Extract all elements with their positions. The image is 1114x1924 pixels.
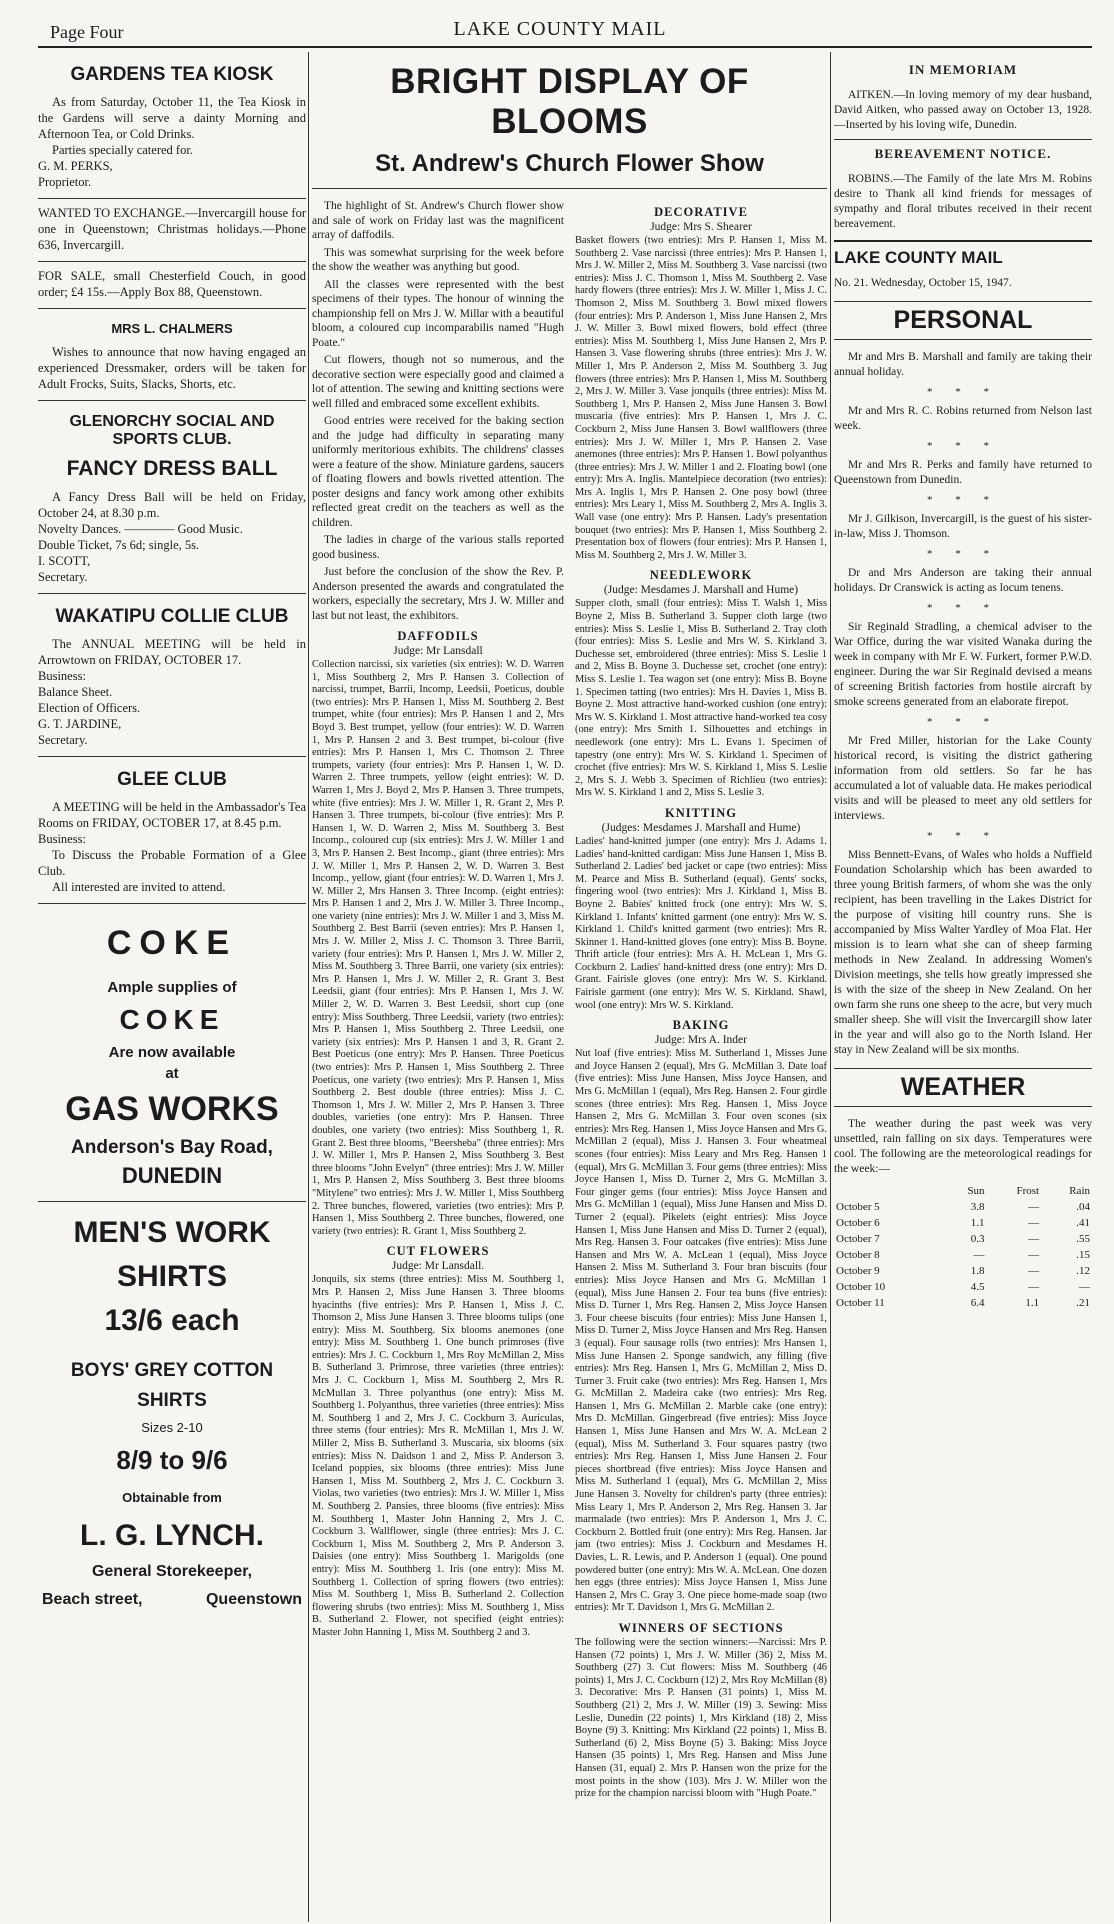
coke-ad: [38, 904, 306, 1202]
weather-cell: October 9: [836, 1265, 880, 1277]
ad-note: Parties specially catered for.: [52, 143, 193, 157]
ad-line: COKE: [119, 1004, 225, 1035]
ad-subtitle: FANCY DRESS BALL: [66, 457, 278, 480]
ad-title: GARDENS TEA KIOSK: [70, 64, 274, 85]
header-rule: [38, 46, 1092, 48]
ad-body: A MEETING will be held in the Ambassador's Tea Rooms on FRIDAY, OCTOBER 17, at 8.45 p.m.: [38, 800, 306, 830]
ad-title: GLEE CLUB: [117, 769, 227, 790]
ad-line: Balance Sheet.: [38, 685, 113, 699]
ad-town: Queenstown: [205, 1591, 302, 1608]
weather-cell: October 11: [836, 1297, 885, 1309]
for-sale-ad: [38, 262, 306, 309]
ad-body: WANTED TO EXCHANGE.—Invercargill house for one in Queenstown; Christmas holidays.—Phone 636, Invercargill.: [38, 206, 306, 252]
judge-line: Judge: Mrs A. Inder: [655, 1034, 747, 1047]
weather-cell: 1.8: [970, 1265, 985, 1277]
masthead: LAKE COUNTY MAIL: [453, 18, 667, 40]
personal-item: Sir Reginald Stradling, a chemical adviser to the War Office, during the war visited Wanaka during the week in company with Mr F. W. Furkert, former P.W.D. engineer. During the war Sir Reginald devised a means of screening British factories from hostile aircraft by smoke screens generated from an elaborate firepot.: [834, 621, 1092, 708]
judge-line: Judge: Mrs S. Shearer: [650, 221, 752, 233]
column-divider: [308, 52, 309, 1922]
article-intro: [312, 199, 564, 623]
intro-paragraph: The highlight of St. Andrew's Church flower show and sale of work on Friday last was the magnificent array of daffodils.: [312, 200, 564, 241]
weather-cell: —: [1079, 1281, 1090, 1293]
section-heading: BAKING: [672, 1018, 730, 1033]
weather-cell: 1.1: [970, 1217, 985, 1229]
flower-show-article: [312, 52, 827, 1922]
ad-line: SHIRTS: [116, 1260, 227, 1293]
headline: BRIGHT DISPLAY OF BLOOMS: [390, 62, 749, 141]
results-text: Collection narcissi, six varieties (six entries): W. D. Warren 1, Miss Southberg 2, Mrs P. Hansen 3. Collection of narcissi, trumpet, Barrii, Incomp, Leedsii, Poeticus, double (two entries): Mrs P. Hansen 1, Miss M. Southberg 2. Best trumpet, white (four entries): Mrs P. Hansen 1 and 2, Mrs Boyd 3. Best trumpet, yellow (four entries): W. D. Warren 1, Mrs P. Hansen 2 and 3. Best trumpet, bi-colour (five entries): Mrs P. Hansen 1, Mrs C. Thomson 2. Three trumpets, variety (four entries): Mrs P. Hansen 1, W. D. Warren 2. Three trumpets, yellow (eight entries): W. D. Warren 1, Mrs J. Boyd 2, Mrs P. Hansen 3. Three trumpets, white (five entries): Mrs J. W. Miller 1, R. Grant 2, Mrs P. Hansen 3. Three trumpets, bi-colour (five entries): Mrs P. Hansen 1, W. D. Warren 2, Miss M. Southberg 3. Best Incomp., coloured cup (six entries): Mrs J. W. Miller 1 and 3, Mrs P. Hansen 2. Best Incomp., giant (three entries): Mrs J. W. Miller 1, Mrs P. Hansen 2, W. D. Warren 3. Best Incomp., yellow, giant (four entries): W. D. Warren 1, Mrs J. W. Miller 2, Mrs Hansen 3. Three Incomp. (eight entries): Mrs P. Hansen 1 and 2, Mrs J. W. Miller 3. Three Incomp., one variety (nine entries): Mrs J. W. Miller 1 and 3, Miss M. Southberg 2. Best Barrii (seven entries): Mrs P. Hansen 1, Mrs J. W. Miller 2, Miss J. C. Thomson 3. Three Barrii, variety (four entries): Mrs P. Hansen 1, Mrs J. W. Miller 2, Miss M. Southberg 3. Three Barrii, one variety (six entries): Mrs P. Hansen 1, Mrs J. W. Miller 2, R. Grant 3. Best Leedsii, giant (four entries): Mrs P. Hansen 1, Mrs J. W. Miller 2, W. D. Warren 3. Best Leedsii, short cup (one entry): Miss Southberg. Three Leedsii, variety (two entries): Mrs P. Hansen 1, Miss Southberg 2. Three Leedsii, one variety (six entries): Mrs P. Hansen 1 and 3, R. Grant 2. Best Poeticus (one entry): Mrs P. Hansen. Three Poeticus (two entries): Mrs P. Hansen 1, Miss Southberg 2. Three Poeticus, one variety (two entries): Mrs P. Hansen 1, Miss Southberg 2. Best double (three entries): Miss J. C. Thomson 1, Mrs J. W. Miller 2, Mrs P. Hansen 3. Three doubles, varieties (one entry): Mrs P. Hansen. Three doubles, one variety (two entries): Miss Southberg 1, R. Grant 2. Best three blooms, "Beersheba" (three entries): Mrs J. W. Miller 1, Mrs P. Hansen 2, Miss Southberg 3. Best three blooms "John Evelyn" (three entries): Mrs J. W. Miller 1, Mrs P. Hansen 2, Miss Southberg 3. Best three blooms "Mitylene" two entries): Mrs J. W. Miller 1, Miss Southberg 2. Three bunches, flowered, varieties (two entries): Mrs P. Hansen 1, Miss Southberg 2. Three bunches, flowered, one variety (two entries): R. Grant 1, Miss Southberg 2.: [312, 659, 564, 1237]
judge-line: Judge: Mr Lansdall: [393, 645, 483, 657]
stars-divider: * * *: [927, 716, 999, 728]
results-text: Jonquils, six stems (three entries): Miss M. Southberg 1, Mrs P. Hansen 2, Miss June Hansen 3. Three blooms hyacinths (five entries): Mrs P. Hansen 1, Miss J. C. Thomson 2, Miss June Hansen 3. Three blooms tulips (one entry): Miss M. Southberg. Six blooms anemones (one entry): Miss M. Southberg 1. One bunch primroses (five entries): Mrs J. C. Cockburn 1, Mrs Roy McMillan 2, Miss B. Sutherland 3. Primrose, three varieties (three entries): Mrs J. C. Cockburn 1, Miss M. Southberg 2, Mrs R. McMullan 3. Three polyanthus (one entry): Miss M. Southberg 1. Polyanthus, three varieties (three entries): Miss M. Southberg 1 and 2, Mrs J. C. Cockburn 3. Auriculas, three stems (four entries): Mrs R. McMillan 1, Mrs J. W. Miller 2, Miss B. Sutherland 3. Muscaria, six blooms (six entries): Miss N. Daidson 1 and 2, Miss P. Anderson 3. Iceland poppies, six blooms (three entries): Miss June Hansen 1, Miss M. Southberg 2, Mrs J. C. Cockburn 3. Violas, two varieties (two entries): Mrs J. W. Miller 1, Miss M. Southberg 2. Pansies, three blooms (five entries): Miss M. Southberg 1, Master John Hanning 2, Mrs J. C. Cockburn 3. Wallflower, single (three entries): Mrs J. C. Cockburn 1, Miss M. Southberg 2, Mrs P. Anderson 3. Daisies (one entry): Miss Southberg 1. Marigolds (one entry): Miss M. Southberg 1. Iris (one entry): Miss M. Southberg 1. Collection of spring flowers (two entries): Miss M. Southberg 1, Miss B. Sutherland 2. Collection flowering shrubs (two entries): Miss M. Southberg 1, Miss B. Sutherland 2. Flower, not specified (eight entries): Master John Hanning 1, Miss M. Southberg 2 and 3.: [312, 1274, 564, 1638]
weather-row: [834, 1295, 1092, 1311]
ad-line: Are now available: [108, 1044, 236, 1061]
ad-body: The ANNUAL MEETING will be held in Arrowtown on FRIDAY, OCTOBER 17.: [38, 637, 306, 667]
weather-row: [834, 1215, 1092, 1231]
issue-line: No. 21. Wednesday, October 15, 1947.: [834, 277, 1012, 289]
intro-paragraph: Good entries were received for the baking section and the judge had difficulty in separating many uniformly meritorious exhibits. The childrens' classes were a feature of the show. Miniature gardens, saucers of floating flowers and bowls rivetted attention. The poster designs and fancy work among other exhibits reflected great credit on the teachers as well as the children.: [312, 415, 564, 529]
glenorchy-ad: [38, 401, 306, 594]
judge-line: (Judges: Mesdames J. Marshall and Hume): [601, 821, 801, 834]
intro-paragraph: This was somewhat surprising for the week before the show the weather was anything but good.: [312, 246, 564, 273]
weather-cell: .21: [1076, 1297, 1090, 1309]
subheadline: St. Andrew's Church Flower Show: [312, 150, 827, 189]
weather-header: [834, 1183, 943, 1199]
weather-cell: —: [1028, 1201, 1040, 1213]
weather-cell: 1.1: [1025, 1297, 1040, 1309]
ad-line: Election of Officers.: [38, 701, 141, 715]
ad-body: Wishes to announce that now having engaged an experienced Dressmaker, orders will be taken for Adult Frocks, Suits, Slacks, Shorts, etc.: [38, 345, 306, 391]
ad-line: General Storekeeper,: [91, 1563, 253, 1580]
ad-body: As from Saturday, October 11, the Tea Kiosk in the Gardens will serve a dainty Morning and Afternoon Tea, or Cold Drinks.: [38, 95, 306, 141]
ad-title: WAKATIPU COLLIE CLUB: [55, 606, 289, 627]
intro-paragraph: Just before the conclusion of the show the Rev. P. Anderson presented the awards and congratulated the workers, especially the secretary, Mrs J. W. Miller and last but not least, the exhibitors.: [312, 566, 564, 622]
weather-row: [834, 1279, 1092, 1295]
stars-divider: * * *: [927, 602, 999, 614]
weather-cell: .55: [1076, 1233, 1090, 1245]
personal-item: Mr Fred Miller, historian for the Lake County historical record, is visiting the district gathering information from old settlers. So far he has accumulated a lot of valuable data. He makes periodical visits and will be pleased to meet any old settlers for interviews.: [834, 735, 1092, 822]
wanted-ad: [38, 199, 306, 262]
ad-line: Double Ticket, 7s 6d; single, 5s.: [38, 538, 200, 552]
weather-header: Frost: [1016, 1185, 1040, 1197]
weather-row: [834, 1199, 1092, 1215]
weather-cell: 3.8: [970, 1201, 985, 1213]
column-divider: [830, 52, 831, 1922]
ad-line: All interested are invited to attend.: [52, 880, 226, 894]
weather-cell: .41: [1076, 1217, 1090, 1229]
ad-line: Business:: [38, 669, 86, 683]
ad-line: at: [165, 1065, 179, 1082]
personal-item: Mr and Mrs R. Perks and family have returned to Queenstown from Dunedin.: [834, 459, 1092, 486]
tea-kiosk-ad: [38, 52, 306, 199]
memoriam-text: AITKEN.—In loving memory of my dear husband, David Aitken, who passed away on October 13, 1928.—Inserted by his loving wife, Dunedin.: [834, 89, 1092, 131]
weather-cell: —: [1028, 1233, 1040, 1245]
weather-intro: The weather during the past week was very unsettled, rain falling on six days. Temperatures were cool. The following are the meteorological readings for the week:—: [834, 1118, 1092, 1175]
section-heading: KNITTING: [665, 805, 737, 820]
weather-cell: October 10: [836, 1281, 886, 1293]
ad-line: Obtainable from: [122, 1490, 222, 1505]
weather-cell: October 5: [836, 1201, 880, 1213]
personal-item: Mr and Mrs R. C. Robins returned from Nelson last week.: [834, 405, 1092, 432]
results-text: Basket flowers (two entries): Mrs P. Hansen 1, Miss M. Southberg 2. Vase narcissi (three entries): Mrs P. Hansen 1, Mrs J. W. Miller 2, Miss M. Southberg 3. Vase narcissi (two entries): Miss J. C. Thomson 1, Miss M. Southberg 2. Vase hardy flowers (three entries): Mrs J. W. Miller 1, Miss J. C. Thomson 2, Miss M. Southberg 3. Bowl mixed flowers (four entries): Mrs P. Anderson 1, Miss June Hansen 2, Mrs J. W. Miller 3. Bowl mixed flowers, bold effect (three entries): Miss M. Southberg 1, Miss June Hansen 2, Mrs P. Hansen 3. Vase flowering shrubs (three entries): Mrs J. W. Miller 1, Mrs P. Anderson 2, Miss M. Southberg 3. Jug flowers (three entries): Mrs P. Hansen 1, Miss M. Southberg 2, Mrs J. W. Miller 3. Vase jonquils (three entries): Miss M. Southberg 1, Mrs P. Hansen 2, Miss June Hansen 3. Bowl muscaria (five entries): Mrs P. Hansen 1, Mrs J. C. Cockburn 2, Miss June Hansen 3. Bowl wallflowers (three entries): Mrs J. W. Miller 1, Mrs P. Hansen 2. Vase anemones (three entries): Mrs P. Hansen 1. Bowl polyanthus (three entries): Mrs J. W. Miller 1 and 2. Floating bowl (one entry): Mrs A. Inglis. Mantelpiece decoration (two entries): Mrs A. Inglis 1, Mrs P. Hansen 2. One posy bowl (three entries): Mrs Leary 1, Miss M. Southberg 2, Mrs A. Inglis 3. Wall vase (one entry): Mrs P. Hansen. Lady's presentation bouquet (two entries): Mrs P. Hansen 1, Miss Southberg 2. Presentation box of flowers (four entries): Mrs P. Hansen 1, Miss M. Southberg 2, Mrs J. W. Miller 3.: [575, 235, 827, 561]
memoriam-title: IN MEMORIAM: [908, 62, 1018, 77]
collie-club-ad: [38, 594, 306, 757]
chalmers-ad: [38, 309, 306, 401]
weather-table: [834, 1183, 1092, 1311]
ad-line: To Discuss the Probable Formation of a Glee Club.: [38, 848, 306, 878]
stars-divider: * * *: [927, 440, 999, 452]
ad-line: L. G. LYNCH.: [80, 1519, 264, 1552]
weather-cell: 0.3: [970, 1233, 985, 1245]
ad-role: Secretary.: [38, 733, 88, 747]
personal-item: Mr J. Gilkison, Invercargill, is the guest of his sister-in-law, Miss J. Thomson.: [834, 513, 1092, 540]
results-text: Nut loaf (five entries): Miss M. Sutherland 1, Misses June and Joyce Hansen 2 (equal), Mrs G. McMillan 3. Date loaf (five entries): Miss June Hansen, Miss Joyce Hansen, and Mrs G. McMillan 1 (equal), Mrs Reg. Hansen 2. Four girdle scones (three entries): Mrs Reg. Hansen 1, Miss Joyce Hansen 2, Mrs G. McMillan 3. Four oven scones (six entries): Mrs Reg. Hansen 1, Miss Joyce Hansen and Mrs G. McMillan 2 (equal), Miss J. Hansen 3. Four wheatmeal scones (four entries): Miss Leary and Mrs Reg. Hansen 1 (equal), Mrs G. McMillan 3. Four gems (three entries): Miss Joyce Hansen 1, Miss D. Turner 2, Mrs G. McMillan 3. Four ginger gems (four entries): Miss Joyce Hansen and Mrs G. McMillan 1 (equal), Miss June Hansen and Miss D. Turner 2 (equal). Pikelets (eight entries): Miss Joyce Hansen 1, Miss June Hansen and Miss D. Turner 2 (equal), Mrs Reg. Hansen 3. Four oatcakes (five entries): Miss June Hansen and Mrs W. A. McLean 1 (equal), Miss Joyce Hansen 2. Miss M. Sutherland 3. Four bran biscuits (four entries): Miss Joyce Hansen and Mrs G. McMillan 1 (equal), Miss June Hansen 2. Four tea buns (five entries): Miss D. Turner 1, Mrs Reg. Hansen 2, Miss Joyce Hansen 3. Four cheese biscuits (four entries): Miss June Hansen 1, Miss D. Turner 2, Miss Joyce Hansen and Mrs Reg. Hansen 3 (equal). Four sausage rolls (two entries): Mrs Hansen 1, Miss June Hansen 2. Sponge sandwich, any filling (five entries): Mrs Reg. Hansen 1, Mrs G. McMillan 2, Miss D. Turner 3. Fruit cake (two entries): Mrs Reg. Hansen 1, Mrs G. McMillan 2. Madeira cake (two entries): Mrs Reg. Hansen 1, Mrs G. McMillan 2. Marble cake (one entry): Mrs D. McMillan. Gingerbread (five entries): Miss Joyce Hansen 1, Miss June Hansen and Mrs W. A. McLean 2 (equal), Miss M. Sutherland 3. Four squares pastry (two entries): Mrs Reg. Hansen 1, Miss June Hansen 2. Four pieces shortbread (five entries): Miss Joyce Hansen and Miss M. Sutherland 1 (equal), Mrs G. McMillan 2, Miss June Hansen 3. Novelty for children's party (three entries): Miss Leary 1, Mrs P. Anderson 2, Mrs Reg. Hansen 3. Jar marmalade (two entries): Mrs P. Anderson 1, Mrs J. C. Cockburn 2. Bottled fruit (one entry): Mrs Reg. Hansen. Jar jam (two entries): Miss J. Cockburn and Mesdames H. Davies, L. R. Lewis, and P. Anderson 1 (equal). One pound powdered butter (one entry): Mrs W. A. McLean. One dozen hen eggs (three entries): Miss Joyce Hansen 1, Miss June Hansen 2, Mrs C. Gray 3. One piece home-made soap (two entries): Mr T. Davidson 1, Mrs G. McMillan 2.: [575, 1048, 827, 1614]
weather-row: [834, 1231, 1092, 1247]
weather-header-row: [834, 1183, 1092, 1199]
section-heading: CUT FLOWERS: [386, 1244, 490, 1259]
section-heading: DAFFODILS: [397, 629, 479, 643]
results-text: Supper cloth, small (four entries): Miss T. Walsh 1, Miss Boyne 2, Miss B. Sutherland 3. Supper cloth large (two entries): Miss S. Leslie 1, Miss B. Sutherland 2. Tray cloth (four entries): Miss S. Leslie and Mrs W. S. Kirkland 3. Duchesse set, embroidered (three entries): Miss S. Leslie 1 and 2, Miss B. Boyne 3. Duchesse set, crochet (one entry): Miss S. Leslie 1. Tea wagon set (one entry): Miss B. Boyne 1. Specimen tatting (two entries): Mrs H. Davies 1, Miss B. Boyne 2. Most attractive hand-worked cushion (one entry): Mrs W. S. Kirkland 1. Most attractive hand-worked tea cosy (one entry): Mrs Smith 1. Silhouettes and etchings in needlework (one entry): Mrs L. Evans 1. Specimen of tapestry (one entry): Mrs W. S. Kirkland 1. Specimen of crochet (five entries): Mrs W. S. Kirkland 1, Miss S. Leslie 2, Mrs S. J. Webb 3. Specimen of Richlieu (two entries): Mrs W. S. Kirkland 1 and 2, Miss S. Leslie 3.: [575, 598, 827, 799]
personal-title: PERSONAL: [834, 301, 1092, 340]
ad-line: 8/9 to 9/6: [116, 1445, 228, 1475]
judge-line: (Judge: Mesdames J. Marshall and Hume): [603, 584, 799, 597]
ad-line: Business:: [38, 832, 86, 846]
ad-line: DUNEDIN: [121, 1163, 223, 1188]
section-heading: WINNERS OF SECTIONS: [618, 1620, 784, 1635]
intro-paragraph: Cut flowers, though not so numerous, and the decorative section were especially good and claimed a lot of attention. The sewing and knitting sections were well filled and embraced some excellent exhibits.: [312, 354, 564, 410]
ad-body: FOR SALE, small Chesterfield Couch, in good order; £4 15s.—Apply Box 88, Queenstown.: [38, 269, 306, 299]
stars-divider: * * *: [927, 548, 999, 560]
weather-row: [834, 1247, 1092, 1263]
ad-line: Ample supplies of: [107, 979, 237, 996]
personal-item: Dr and Mrs Anderson are taking their annual holidays. Dr Cranswick is acting as locum tenens.: [834, 567, 1092, 594]
section-heading: NEEDLEWORK: [649, 568, 753, 583]
stars-divider: * * *: [927, 494, 999, 506]
article-column-right: [575, 199, 827, 1801]
ad-title: MRS L. CHALMERS: [111, 321, 233, 336]
ad-line: 13/6 each: [104, 1304, 240, 1337]
weather-cell: —: [1028, 1249, 1040, 1261]
weather-cell: —: [1028, 1265, 1040, 1277]
weather-row: [834, 1263, 1092, 1279]
stars-divider: * * *: [927, 386, 999, 398]
weather-cell: .04: [1076, 1201, 1090, 1213]
weather-cell: .15: [1076, 1249, 1090, 1261]
stars-divider: * * *: [927, 830, 999, 842]
ad-line: MEN'S WORK: [73, 1216, 271, 1249]
ad-role: Proprietor.: [38, 175, 92, 189]
intro-paragraph: The ladies in charge of the various stalls reported good business.: [312, 534, 564, 561]
weather-cell: October 6: [836, 1217, 880, 1229]
weather-header: Rain: [1069, 1185, 1090, 1197]
ad-line: Novelty Dances. ———— Good Music.: [38, 522, 243, 536]
bereavement-text: ROBINS.—The Family of the late Mrs M. Robins desire to Thank all kind friends for messages of sympathy and floral tributes received in their recent bereavement.: [834, 173, 1092, 230]
ad-signer: I. SCOTT,: [38, 554, 91, 568]
notices-column: [834, 52, 1092, 1922]
ad-line: Anderson's Bay Road,: [71, 1137, 273, 1158]
ad-line: GAS WORKS: [65, 1090, 279, 1128]
results-text: The following were the section winners:—Narcissi: Mrs P. Hansen (72 points) 1, Mrs J. W. Miller (36) 2, Miss M. Southberg (27) 3. Cut flowers: Miss M. Southberg (46 points) 1, Mrs J. C. Cockburn (12) 2, Mrs Roy McMillan (8) 3. Decorative: Mrs P. Hansen (31 points) 1, Miss M. Southberg (21) 2, Mrs J. W. Miller (19) 3. Sewing: Miss Leslie, Dunedin (22 points) 1, Mrs Kirkland (18) 2, Miss Boyne (9) 3. Knitting: Mrs Kirkland (22 points) 1, Miss B. Sutherland (6) 2, Miss Boyne (5) 3. Baking: Miss Joyce Hansen (35 points) 1, Mrs Reg. Hansen and Miss June Hansen (31, equal) 2. Mrs P. Hansen won the prize for the most points in the show (103). Mrs J. W. Miller won the prize for the champion narcissi bloom with "Hugh Poate.": [575, 1636, 827, 1800]
weather-cell: October 7: [836, 1233, 880, 1245]
weather-cell: 6.4: [970, 1297, 985, 1309]
ad-title: COKE: [106, 924, 238, 962]
ad-body: A Fancy Dress Ball will be held on Friday, October 24, at 8.30 p.m.: [38, 490, 306, 520]
weather-header: Sun: [967, 1185, 985, 1197]
personal-item: Mr and Mrs B. Marshall and family are taking their annual holiday.: [834, 351, 1092, 378]
ad-signer: G. M. PERKS,: [38, 159, 113, 173]
section-heading: DECORATIVE: [654, 205, 748, 219]
ad-line: SHIRTS: [137, 1390, 207, 1411]
weather-cell: October 8: [836, 1249, 880, 1261]
ad-line: Sizes 2-10: [141, 1420, 203, 1435]
ads-column: [38, 52, 306, 1922]
weather-cell: 4.5: [970, 1281, 985, 1293]
ad-signer: G. T. JARDINE,: [38, 717, 122, 731]
weather-cell: —: [1028, 1217, 1040, 1229]
masthead-block: LAKE COUNTY MAIL: [834, 248, 1003, 267]
personal-item: Miss Bennett-Evans, of Wales who holds a Nuffield Foundation Scholarship which has been awarded to three young British farmers, of whom she was the only recipient, has been travelling in the Lakes District for the purpose of visiting hill country runs. She is accompanied by Miss Walter Yardley of Moa Flat. Her mission is to learn what she can of sheep farming methods in New Zealand. In addressing Women's Division meetings, she tells how greatly impressed she is with the size of the sheep in New Zealand. On her own farm she runs one sheep to the acre, but very much smaller sheep. She will visit the Invercargill show later in the year and will also go to the North Island. Her stay in New Zealand will be six months.: [834, 849, 1092, 1056]
weather-cell: —: [973, 1249, 985, 1261]
ad-title: GLENORCHY SOCIAL AND SPORTS CLUB.: [69, 413, 275, 448]
weather-title: WEATHER: [834, 1068, 1092, 1107]
judge-line: Judge: Mr Lansdall.: [391, 1260, 485, 1273]
page-number: Page Four: [50, 22, 124, 42]
article-column-left: [312, 199, 564, 1640]
glee-club-ad: [38, 757, 306, 904]
results-text: Ladies' hand-knitted jumper (one entry): Mrs J. Adams 1. Ladies' hand-knitted cardigan: Miss June Hansen 1, Miss B. Sutherland 2. Ladies' bed jacket or cape (two entries): Miss M. Pearce and Miss B. Sutherland (equal). Gents' socks, fingering wool (two entries): Mrs J. Kirkland 1, Miss B. Boyne 2. Babies' knitted frock (one entry): Mrs W. S. Kirkland 1. Infants' knitted garment (one entry): Mrs W. S. Kirkland 1. Child's knitted garment (two entries): Mrs R. Skinner 1. Hand-knitted gloves (one entry): Miss B. Boyne. Thrift article (four entries): Mrs A. H. McLean 1, Mrs G. Cockburn 2. Ladies' hand-knitted dress (one entry): Mrs D. Grant. Fairisle gloves (one entry): Mrs W. S. Kirkland. Fairisle garment (one entry): Mrs W. S. Kirkland. Shawl, wool (one entry): Mrs W. S. Kirkland.: [575, 835, 827, 1011]
weather-cell: —: [1028, 1281, 1040, 1293]
work-shirts-ad: [38, 1202, 306, 1609]
ad-role: Secretary.: [38, 570, 88, 584]
weather-cell: .12: [1076, 1265, 1090, 1277]
intro-paragraph: All the classes were represented with the best specimens of their types. The honour of winning the championship fell on Mrs J. W. Millar with a beautiful bloom, a coloured cup incomparabilis named "Hugh Poate.": [312, 278, 564, 349]
ad-line: [42, 1591, 302, 1609]
bereavement-title: BEREAVEMENT NOTICE.: [874, 146, 1052, 161]
ad-line: BOYS' GREY COTTON: [70, 1360, 274, 1381]
ad-street: Beach street,: [42, 1591, 143, 1608]
